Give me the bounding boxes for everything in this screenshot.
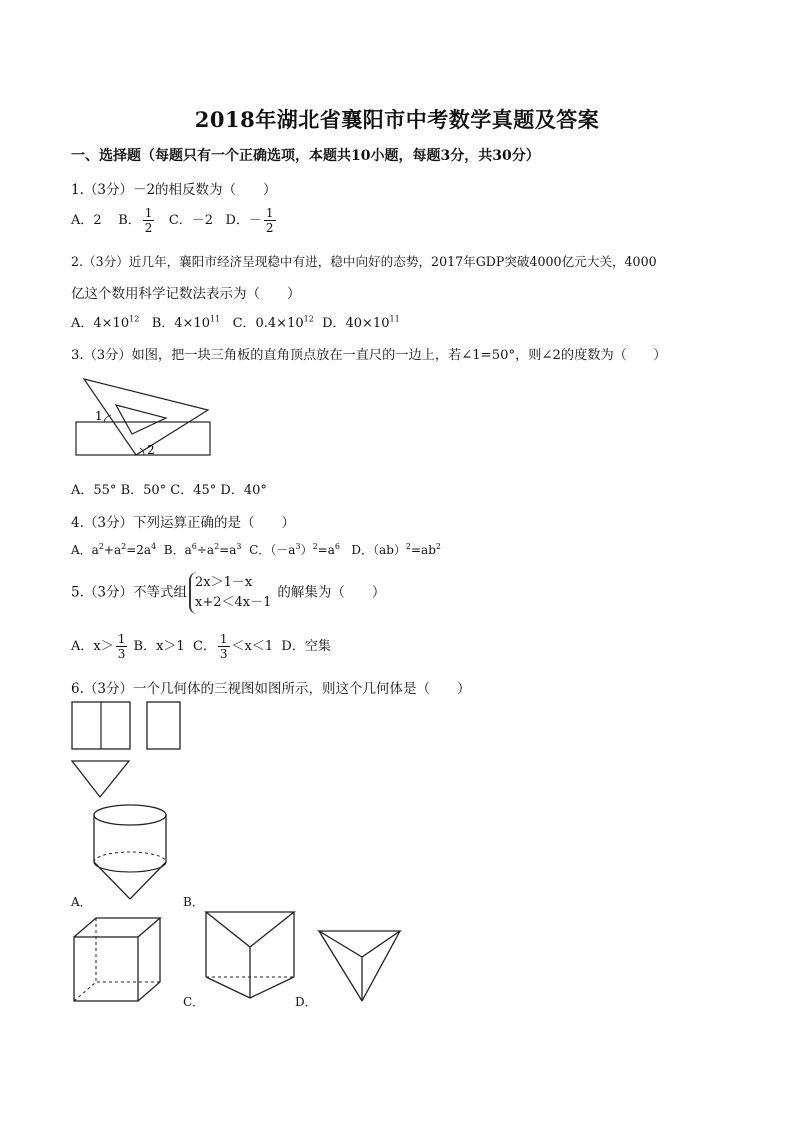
- q1-d-numerator: 1: [265, 206, 274, 220]
- cylinder-bottom-hidden: [94, 852, 166, 862]
- q2-option-b: B．4×10: [151, 316, 210, 331]
- pyramid-edge-left: [319, 931, 362, 1001]
- set-square-inner: [116, 405, 166, 434]
- q5-c-fraction: [218, 632, 230, 661]
- q5-stem-prefix: 5.（3分）不等式组: [71, 584, 187, 601]
- q4-exponent: 2: [435, 542, 441, 551]
- section-heading: 一、选择题（每题只有一个正确选项，本题共10小题，每题3分，共30分）: [71, 148, 540, 164]
- q2-a-exponent: 12: [129, 314, 140, 324]
- question-3-options: A．55° B．50° C．45° D．40°: [71, 483, 267, 498]
- q5-stem-suffix: 的解集为（ ）: [277, 584, 386, 601]
- angle-2-label: 2: [147, 443, 155, 457]
- q1-option-a: A．2: [71, 213, 102, 228]
- cube-top-back: [74, 918, 160, 937]
- q1-b-fraction: [143, 206, 155, 235]
- cylinder-bottom-visible: [94, 862, 166, 872]
- question-4-options: [71, 541, 441, 558]
- question-6-stem: 6.（3分）一个几何体的三视图如图所示，则这个几何体是（ ）: [71, 681, 471, 697]
- q5-option-d: D．空集: [281, 639, 331, 654]
- q4-exponent: 2: [121, 542, 127, 551]
- cube-hidden-edges: [74, 982, 160, 1001]
- q4-option-text: +a: [103, 543, 122, 557]
- cone-left: [94, 862, 130, 899]
- q4-option-text: =a: [317, 543, 335, 557]
- question-3-stem: 3.（3分）如图，把一块三角板的直角顶点放在一直尺的一边上，若∠1=50°，则∠2的度数为（ ）: [71, 348, 667, 363]
- q4-exponent: 6: [334, 542, 340, 551]
- q2-option-a: A．4×10: [71, 316, 130, 331]
- q4-exponent: 3: [236, 542, 242, 551]
- prism-top: [206, 912, 294, 947]
- q5-a-denominator: 3: [117, 647, 126, 661]
- q4-exponent: 2: [214, 542, 220, 551]
- cube-front: [74, 937, 138, 1001]
- q4-exponent: 2: [312, 542, 318, 551]
- option-b-figure: [72, 916, 164, 1006]
- q5-inequality-2: x+2＜4x－1: [194, 595, 272, 610]
- cylinder-top: [94, 805, 166, 825]
- option-a-figure: [90, 802, 170, 902]
- q4-option-text: =2a: [126, 543, 152, 557]
- question-1-options: [71, 206, 278, 235]
- three-views-figure: [70, 700, 185, 800]
- q5-option-c-tail: ＜x＜1: [231, 639, 274, 654]
- q1-option-d: D．－: [225, 213, 262, 228]
- q4-exponent: 4: [151, 542, 157, 551]
- q4-exponent: 2: [405, 542, 411, 551]
- q2-c-exponent: 12: [303, 314, 314, 324]
- option-b-label: B．: [183, 895, 204, 909]
- question-1-stem: 1.（3分）－2的相反数为（ ）: [71, 182, 277, 198]
- q3-figure: [70, 374, 215, 464]
- question-5-stem: [71, 572, 385, 614]
- q5-a-numerator: 1: [117, 632, 126, 646]
- q4-option-text: =a: [219, 543, 237, 557]
- q2-option-d: D．40×10: [322, 316, 390, 331]
- cube-right-back: [138, 918, 160, 1001]
- q5-c-numerator: 1: [219, 632, 228, 646]
- question-5-options: [71, 632, 331, 661]
- q1-option-c: C．－2: [168, 213, 214, 228]
- q5-a-fraction: [116, 632, 128, 661]
- option-a-label: A．: [71, 895, 92, 909]
- q1-b-numerator: 1: [144, 206, 153, 220]
- q2-option-c: C．0.4×10: [232, 316, 304, 331]
- option-c-figure: [203, 909, 298, 1001]
- q5-inequality-system: [189, 572, 275, 614]
- q4-option-text: =ab: [410, 543, 436, 557]
- q2-b-exponent: 11: [209, 314, 221, 324]
- q5-c-denominator: 3: [219, 647, 228, 661]
- q2-d-exponent: 11: [389, 314, 400, 324]
- q4-exponent: 3: [295, 542, 301, 551]
- q5-inequality-1: 2x＞1－x: [194, 575, 253, 590]
- q4-option-text: D．（ab）: [339, 543, 406, 557]
- option-c-label: C．: [183, 995, 205, 1009]
- pyramid-edge-right: [362, 931, 400, 1001]
- q4-exponent: 2: [98, 542, 104, 551]
- q1-b-denominator: 2: [144, 221, 153, 235]
- q4-option-text: A．a: [71, 543, 99, 557]
- page-title: 2018年湖北省襄阳市中考数学真题及答案: [194, 107, 600, 132]
- cone-right: [130, 862, 166, 899]
- q4-option-text: ÷a: [196, 543, 215, 557]
- top-view: [72, 761, 129, 797]
- q5-option-b: B．x＞1: [133, 639, 185, 654]
- option-d-figure: [316, 927, 404, 1005]
- q4-option-text: C．（－a: [241, 543, 296, 557]
- q1-d-fraction: [264, 206, 276, 235]
- q4-option-text: ）: [300, 543, 313, 557]
- q5-option-c: C．: [192, 639, 216, 654]
- q1-option-b: B．: [118, 213, 141, 228]
- q1-d-denominator: 2: [265, 221, 274, 235]
- option-d-label: D．: [295, 995, 317, 1009]
- question-2-line-1: 2.（3分）近几年，襄阳市经济呈现稳中有进，稳中向好的态势，2017年GDP突破4000亿元大关，4000: [71, 254, 657, 269]
- q5-option-a: A．x＞: [71, 639, 114, 654]
- side-view: [147, 702, 180, 749]
- question-2-line-2: 亿这个数用科学记数法表示为（ ）: [71, 286, 301, 302]
- q4-exponent: 6: [191, 542, 197, 551]
- question-4-stem: 4.（3分）下列运算正确的是（ ）: [71, 515, 295, 531]
- question-2-options: [71, 312, 400, 331]
- q4-option-text: B．a: [156, 543, 192, 557]
- angle-1-label: 1: [95, 409, 103, 423]
